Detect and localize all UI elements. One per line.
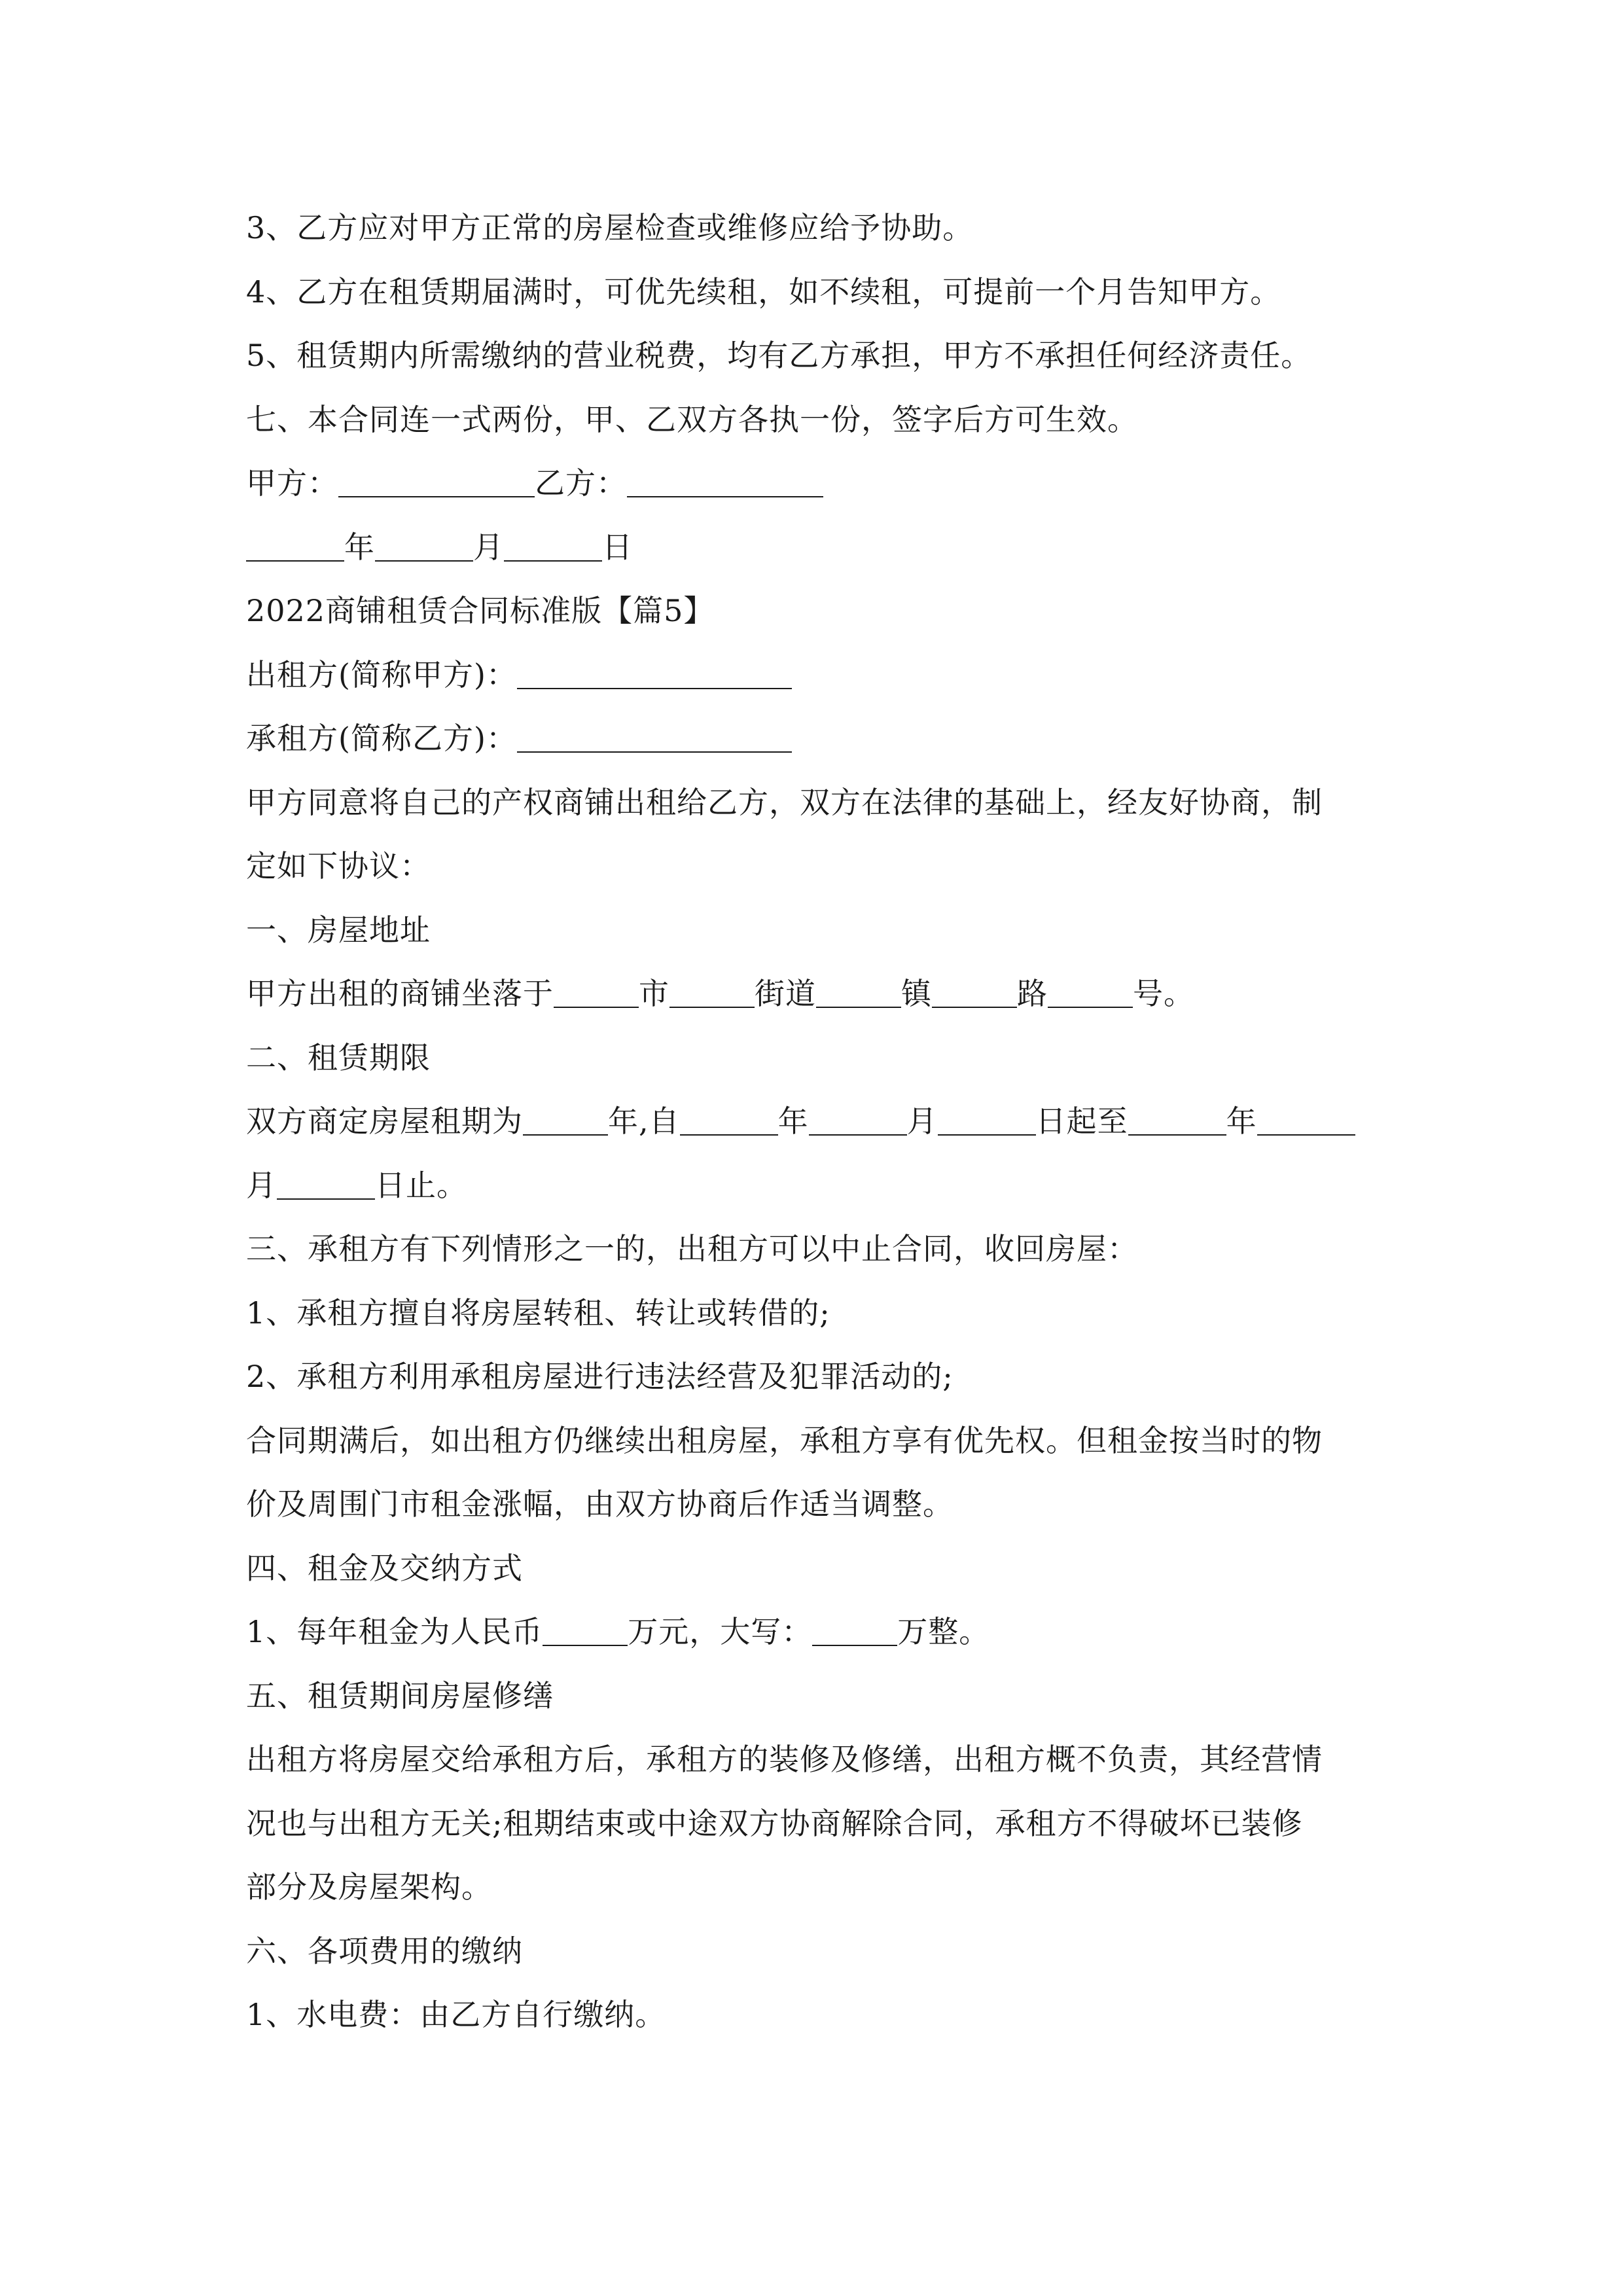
section-heading: 一、房屋地址	[246, 912, 431, 948]
lessor-line	[246, 643, 1381, 708]
section-heading: 四、租金及交纳方式	[246, 1550, 523, 1586]
term-line	[246, 1154, 1381, 1218]
town-blank	[816, 977, 901, 1008]
clause-text: 5、租赁期内所需缴纳的营业税费，均有乙方承担，甲方不承担任何经济责任。	[246, 338, 1312, 373]
clause-text: 4、乙方在租赁期届满时，可优先续租，如不续租，可提前一个月告知甲方。	[246, 274, 1281, 310]
start-month-label: 月	[906, 1103, 938, 1139]
year-blank	[246, 530, 344, 562]
paragraph-line: 合同期满后，如出租方仍继续出租房屋，承租方享有优先权。但租金按当时的物	[246, 1422, 1323, 1458]
clause-text: 3、乙方应对甲方正常的房屋检查或维修应给予协助。	[246, 210, 974, 245]
document-body	[246, 196, 1381, 2047]
town-label: 镇	[901, 976, 932, 1011]
party-b-blank	[627, 466, 823, 497]
city-label: 市	[639, 976, 669, 1011]
road-blank	[932, 977, 1017, 1008]
party-a-blank	[338, 466, 535, 497]
list-item: 1、承租方擅自将房屋转租、转让或转借的;	[246, 1295, 830, 1331]
section-title: 2022商铺租赁合同标准版【篇5】	[246, 593, 715, 628]
day-blank	[504, 530, 602, 562]
years-from-label: 年,自	[608, 1103, 680, 1139]
end-year-label: 年	[1226, 1103, 1257, 1139]
paragraph-line: 价及周围门市租金涨幅，由双方协商后作适当调整。	[246, 1486, 954, 1522]
term-prefix: 双方商定房屋租期为	[246, 1103, 523, 1139]
road-label: 路	[1017, 976, 1048, 1011]
rent-prefix: 1、每年租金为人民币	[246, 1614, 543, 1649]
lessee-line	[246, 707, 1381, 771]
list-item: 2、承租方利用承租房屋进行违法经营及犯罪活动的;	[246, 1359, 954, 1394]
street-label: 街道	[755, 976, 816, 1011]
section-heading: 六、各项费用的缴纳	[246, 1933, 523, 1969]
day-to-label: 日起至	[1035, 1103, 1128, 1139]
end-year-blank	[1128, 1104, 1226, 1136]
number-label: 号。	[1133, 976, 1194, 1011]
clause-text: 七、本合同连一式两份，甲、乙双方各执一份，签字后方可生效。	[246, 401, 1138, 437]
paragraph-line: 出租方将房屋交给承租方后，承租方的装修及修缮，出租方概不负责，其经营情	[246, 1742, 1323, 1777]
end-month-label: 月	[246, 1167, 277, 1203]
section-heading: 五、租赁期间房屋修缮	[246, 1677, 554, 1713]
paragraph-line: 况也与出租方无关;租期结束或中途双方协商解除合同，承租方不得破坏已装修	[246, 1805, 1303, 1841]
rent-words-blank	[812, 1615, 897, 1646]
signature-line	[246, 452, 1381, 516]
city-blank	[554, 977, 639, 1008]
section-heading: 二、租赁期限	[246, 1039, 431, 1075]
lessor-label: 出租方(简称甲方)：	[246, 656, 517, 692]
date-line	[246, 516, 1381, 580]
term-line	[246, 1090, 1381, 1154]
month-label: 月	[473, 529, 504, 565]
start-year-label: 年	[777, 1103, 809, 1139]
list-item: 1、水电费：由乙方自行缴纳。	[246, 1997, 666, 2032]
year-label: 年	[344, 529, 375, 565]
lessee-label: 承租方(简称乙方)：	[246, 721, 517, 756]
start-day-blank	[938, 1104, 1036, 1136]
end-day-blank	[277, 1168, 375, 1200]
term-end-label: 日止。	[375, 1167, 467, 1203]
section-heading: 三、承租方有下列情形之一的，出租方可以中止合同，收回房屋：	[246, 1231, 1138, 1266]
rent-amount-blank	[543, 1615, 628, 1646]
years-blank	[523, 1104, 608, 1136]
party-b-label: 乙方：	[535, 465, 627, 501]
rent-line	[246, 1600, 1381, 1664]
month-blank	[375, 530, 473, 562]
start-year-blank	[680, 1104, 778, 1136]
address-line	[246, 962, 1381, 1026]
start-month-blank	[809, 1104, 907, 1136]
number-blank	[1048, 977, 1133, 1008]
street-blank	[669, 977, 755, 1008]
paragraph-line: 定如下协议：	[246, 848, 431, 884]
party-a-label: 甲方：	[246, 465, 338, 501]
rent-middle: 万元，大写：	[628, 1614, 813, 1649]
day-label: 日	[602, 529, 633, 565]
end-month-blank-lead	[1257, 1104, 1355, 1136]
rent-suffix: 万整。	[897, 1614, 990, 1649]
paragraph-line: 甲方同意将自己的产权商铺出租给乙方，双方在法律的基础上，经友好协商，制	[246, 784, 1323, 820]
lessor-blank	[517, 658, 792, 689]
lessee-blank	[517, 721, 792, 753]
paragraph-line: 部分及房屋架构。	[246, 1869, 492, 1905]
address-prefix: 甲方出租的商铺坐落于	[246, 976, 554, 1011]
